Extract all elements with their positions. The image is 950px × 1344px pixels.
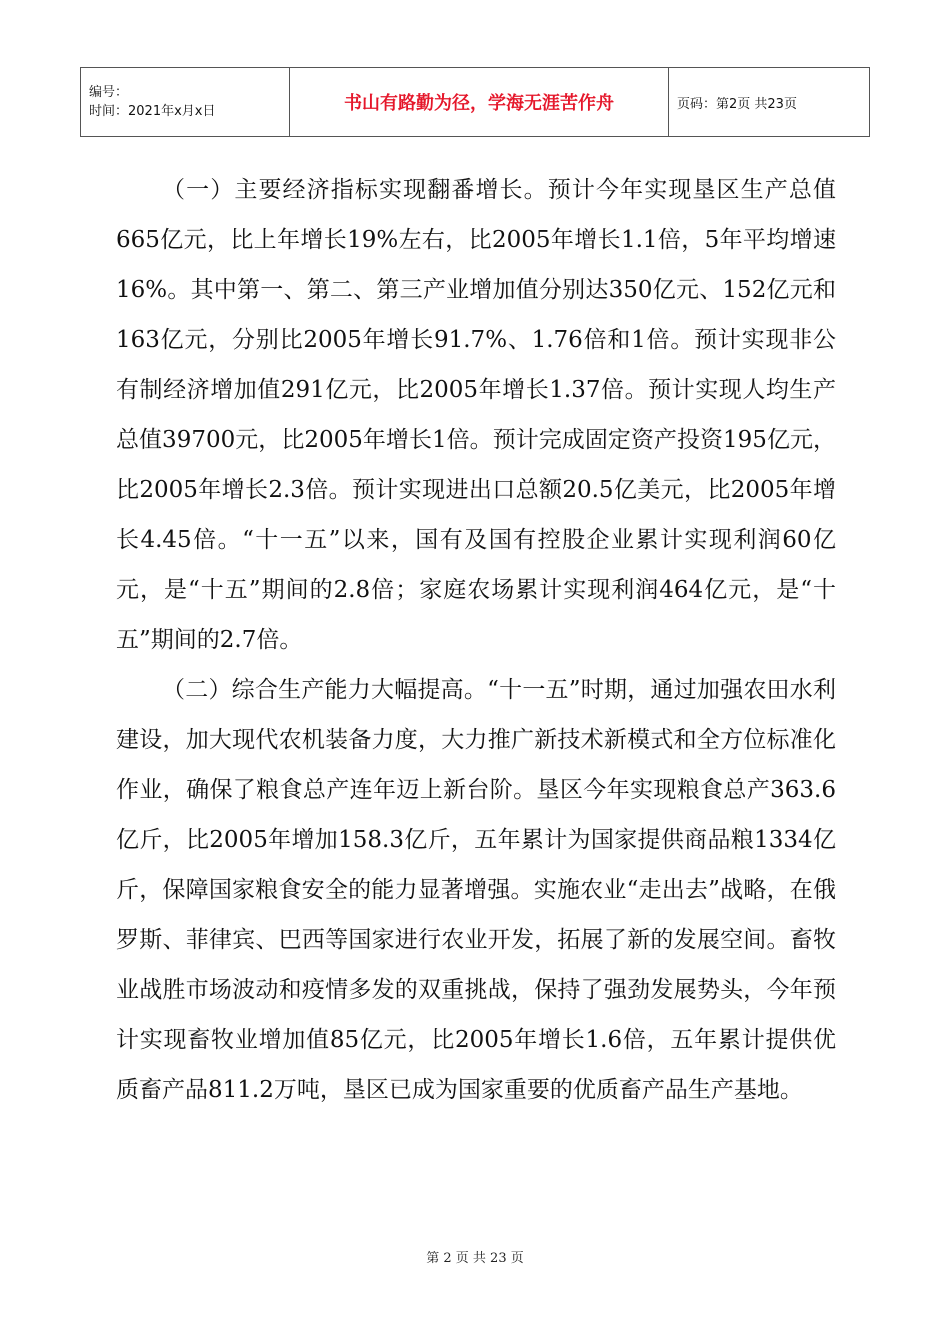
header-meta bbox=[81, 68, 290, 137]
document-body bbox=[116, 165, 836, 1115]
paragraph-economic-indicators: （一）主要经济指标实现翻番增长。预计今年实现垦区生产总值665亿元，比上年增长19%左右，比2005年增长1.1倍，5年平均增速16%。其中第一、第二、第三产业增加值分别达350亿元、152亿元和163亿元，分别比2005年增长91.7%、1.76倍和1倍。预计实现非公有制经济增加值291亿元，比2005年增长1.37倍。预计实现人均生产总值39700元，比2005年增长1倍。预计完成固定资产投资195亿元，比2005年增长2.3倍。预计实现进出口总额20.5亿美元，比2005年增长4.45倍。“十一五”以来，国有及国有控股企业累计实现利润60亿元，是“十五”期间的2.8倍；家庭农场累计实现利润464亿元，是“十五”期间的2.7倍。 bbox=[116, 177, 836, 653]
header-page-number: 页码：第2页 共23页 bbox=[669, 68, 870, 137]
paragraph-production-capacity: （二）综合生产能力大幅提高。“十一五”时期，通过加强农田水利建设，加大现代农机装备力度，大力推广新技术新模式和全方位标准化作业，确保了粮食总产连年迈上新台阶。垦区今年实现粮食总产363.6亿斤，比2005年增加158.3亿斤，五年累计为国家提供商品粮1334亿斤，保障国家粮食安全的能力显著增强。实施农业“走出去”战略，在俄罗斯、菲律宾、巴西等国家进行农业开发，拓展了新的发展空间。畜牧业战胜市场波动和疫情多发的双重挑战，保持了强劲发展势头，今年预计实现畜牧业增加值85亿元，比2005年增长1.6倍，五年累计提供优质畜产品811.2万吨，垦区已成为国家重要的优质畜产品生产基地。 bbox=[116, 677, 836, 1103]
document-header bbox=[80, 67, 870, 137]
document-date: 时间：2021年x月x日 bbox=[89, 104, 216, 119]
header-motto: 书山有路勤为径，学海无涯苦作舟 bbox=[290, 68, 669, 137]
page-footer: 第 2 页 共 23 页 bbox=[426, 1251, 524, 1266]
document-number: 编号： bbox=[89, 85, 129, 100]
